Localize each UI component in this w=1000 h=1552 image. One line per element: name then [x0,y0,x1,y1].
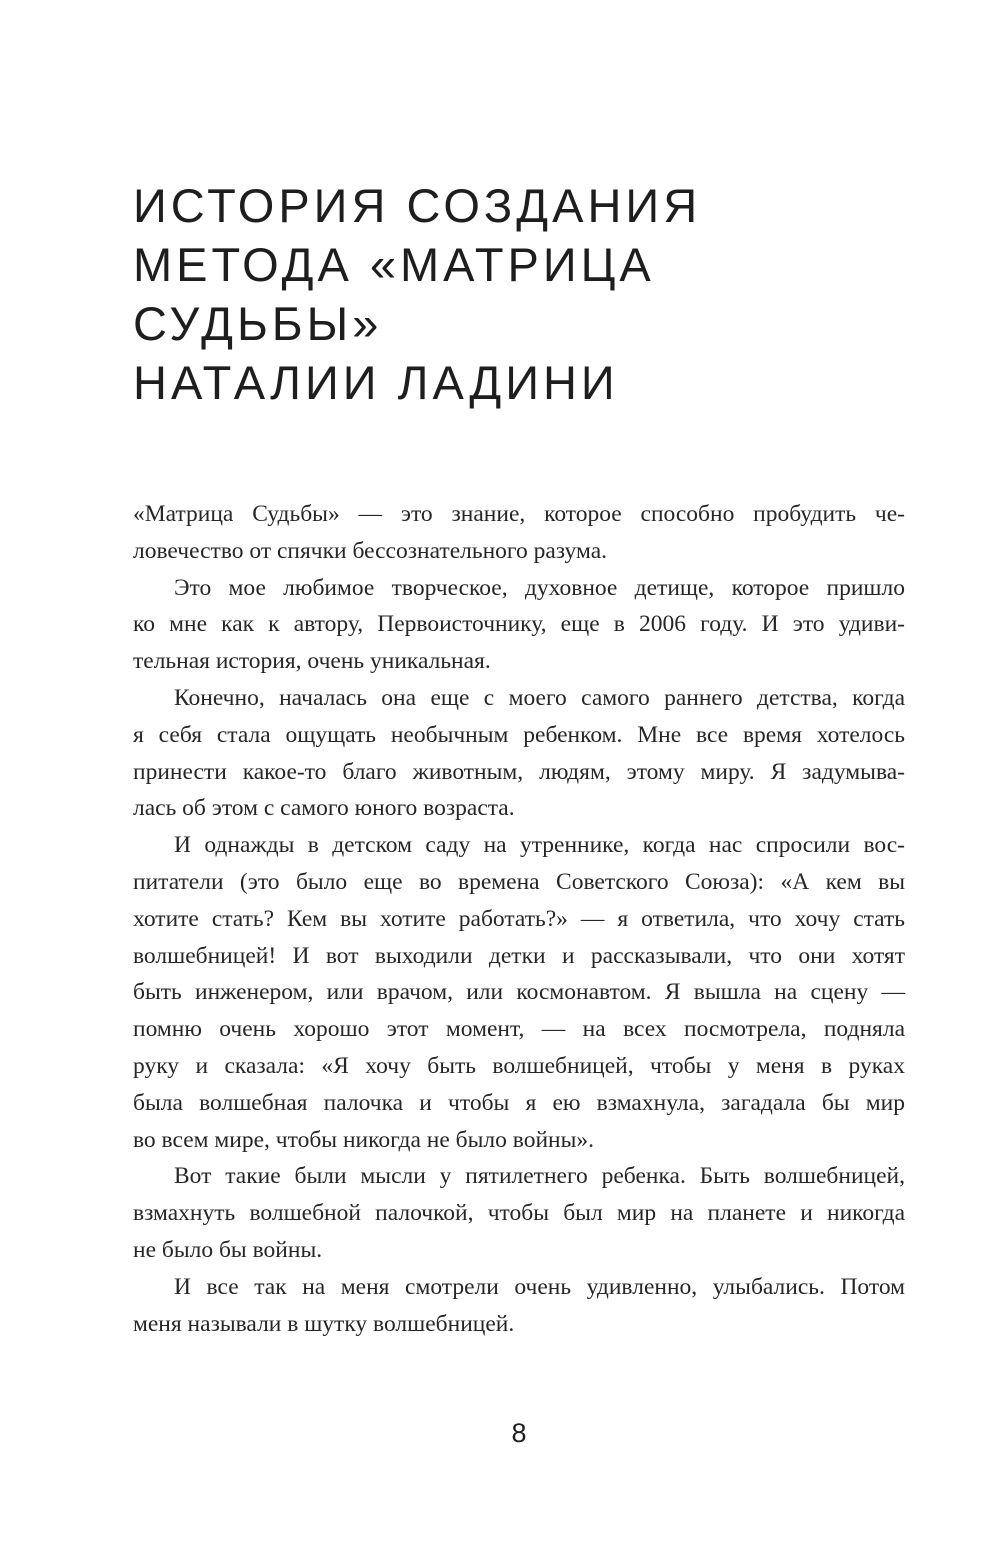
paragraph [133,496,905,570]
text-line: я себя стала ощущать необычным ребенком. Мне все время хотелось [133,721,905,748]
page-content [133,0,905,1342]
text-line: И все так на меня смотрели очень удивленно, улыбались. Потом [174,1273,905,1300]
text-line: Это мое любимое творческое, духовное детище, которое пришло [174,574,905,601]
text-line: волшебницей! И вот выходили детки и рассказывали, что они хотят [133,942,905,969]
paragraph [133,827,905,1158]
paragraph [133,1269,905,1343]
page-number: 8 [511,1418,527,1448]
text-line: питатели (это было еще во времена Советского Союза): «А кем вы [133,868,905,895]
text-line: меня называли в шутку волшебницей. [133,1310,515,1337]
paragraph [133,680,905,827]
chapter-title-line-3: НАТАЛИИ ЛАДИНИ [133,356,619,409]
text-line: помню очень хорошо этот момент, — на всех посмотрела, подняла [133,1016,905,1043]
text-line: руку и сказала: «Я хочу быть волшебницей, чтобы у меня в руках [133,1052,905,1079]
text-line: ловечество от спячки бессознательного разума. [133,537,607,564]
paragraph [133,570,905,680]
text-line: «Матрица Судьбы» — это знание, которое способно пробудить че- [133,501,905,527]
text-line: принести какое-то благо животным, людям, этому миру. Я задумыва- [133,758,905,785]
paragraph [133,1158,905,1268]
text-line: тельная история, очень уникальная. [133,648,491,675]
text-line: лась об этом с самого юного возраста. [133,795,515,822]
chapter-title-line-2: МЕТОДА «МАТРИЦА СУДЬБЫ» [133,238,655,350]
text-line: взмахнуть волшебной палочкой, чтобы был мир на планете и никогда [133,1200,905,1227]
text-line: быть инженером, или врачом, или космонавтом. Я вышла на сцену — [133,979,905,1006]
text-line: была волшебная палочка и чтобы я ею взмахнула, загадала бы мир [133,1089,905,1116]
text-line: ко мне как к автору, Первоисточнику, еще в 2006 году. И это удиви- [133,611,905,638]
chapter-title-line-1: ИСТОРИЯ СОЗДАНИЯ [133,179,702,232]
text-line: не было бы войны. [133,1236,323,1263]
text-line: И однажды в детском саду на утреннике, когда нас спросили вос- [174,832,905,859]
text-line: Вот такие были мысли у пятилетнего ребенка. Быть волшебницей, [174,1163,905,1190]
text-line: Конечно, началась она еще с моего самого раннего детства, когда [174,684,905,711]
text-line: во всем мире, чтобы никогда не было войны». [133,1126,595,1153]
chapter-title [133,176,905,412]
body-text [133,496,905,1342]
text-line: хотите стать? Кем вы хотите работать?» — я ответила, что хочу стать [133,905,905,932]
